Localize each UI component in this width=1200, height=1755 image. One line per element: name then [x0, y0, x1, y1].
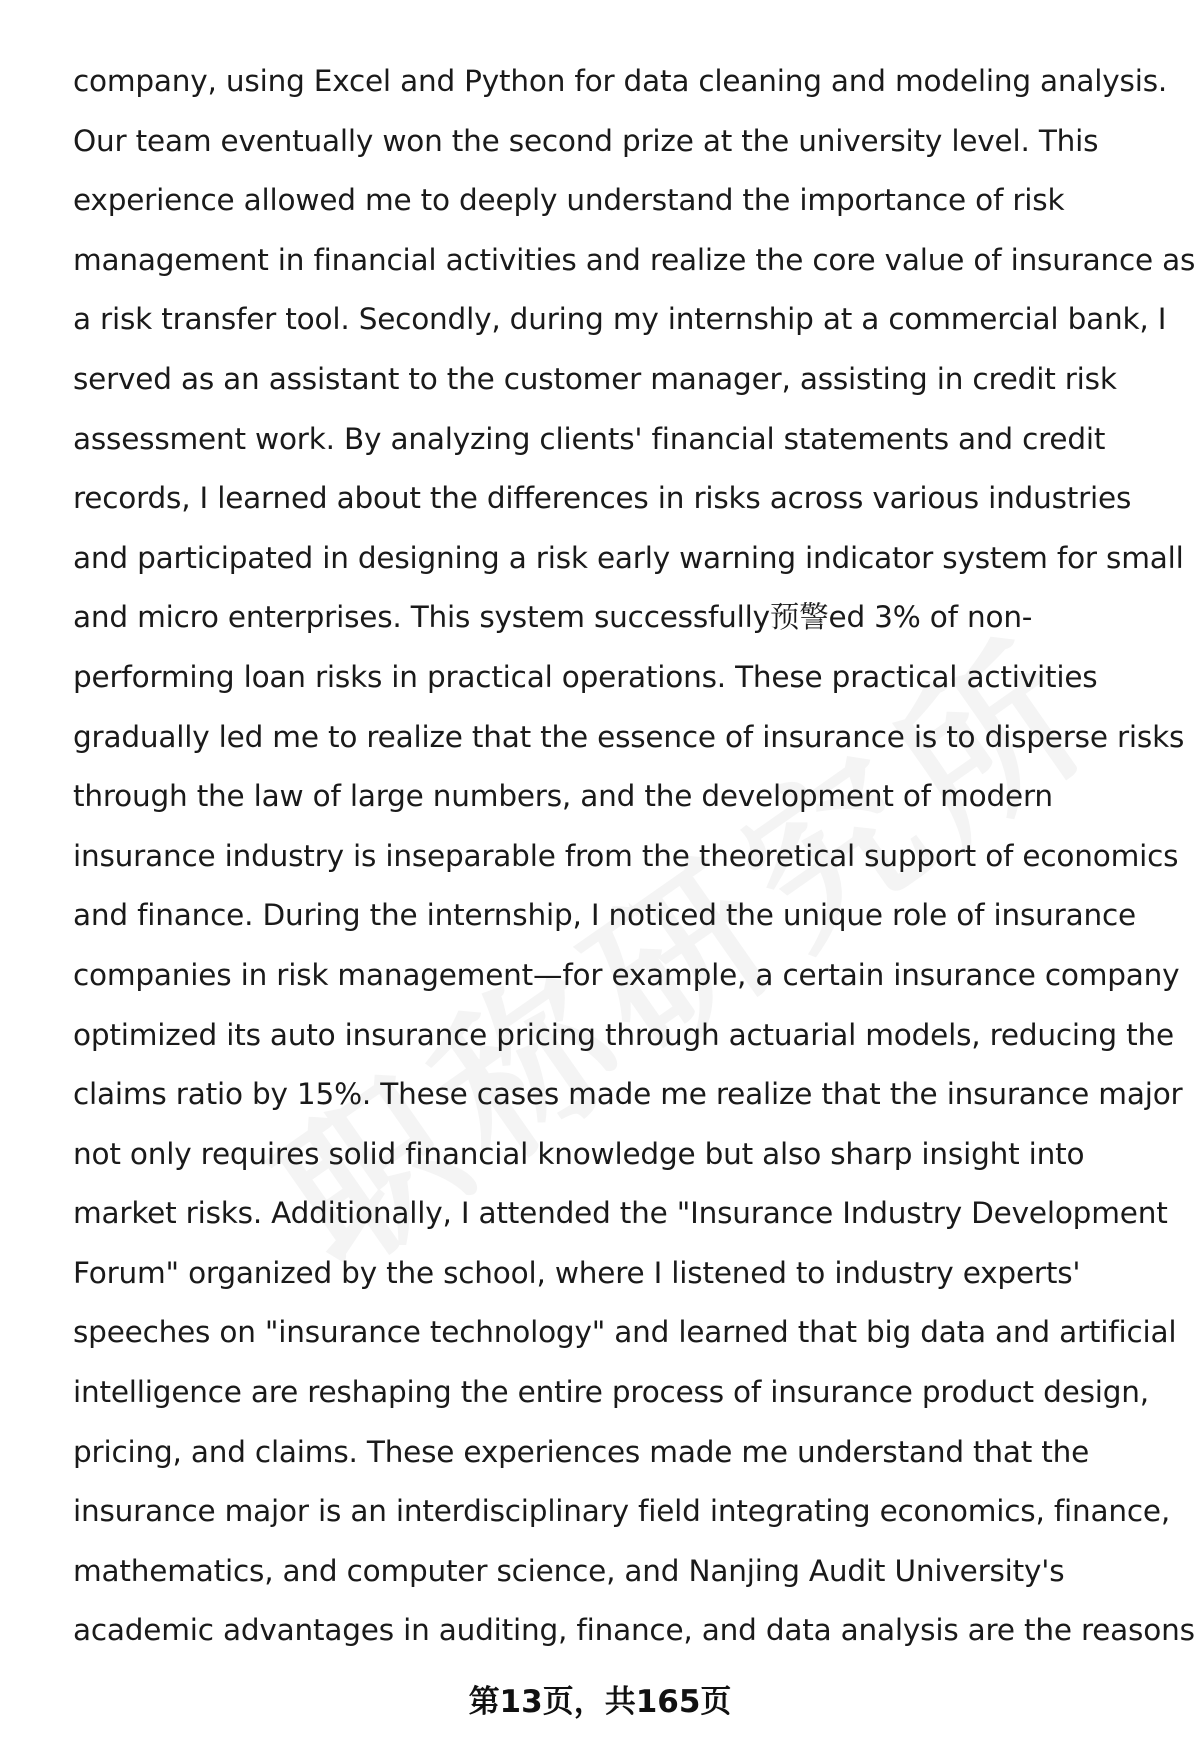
- text-line: insurance major is an interdisciplinary field integrating economics, finance,: [73, 1494, 1171, 1529]
- text-line: pricing, and claims. These experiences made me understand that the: [73, 1434, 1090, 1469]
- text-line: speeches on "insurance technology" and learned that big data and artificial: [73, 1315, 1177, 1350]
- body-text: [73, 52, 1196, 1661]
- text-line: and participated in designing a risk early warning indicator system for small: [73, 540, 1184, 575]
- text-line: optimized its auto insurance pricing through actuarial models, reducing the: [73, 1017, 1174, 1052]
- text-line: Forum" organized by the school, where I listened to industry experts': [73, 1255, 1081, 1290]
- text-line: a risk transfer tool. Secondly, during my internship at a commercial bank, I: [73, 302, 1167, 337]
- text-line: through the law of large numbers, and the development of modern: [73, 779, 1053, 814]
- text-line: management in financial activities and realize the core value of insurance as: [73, 242, 1196, 277]
- text-line: companies in risk management—for example, a certain insurance company: [73, 957, 1180, 992]
- text-line: served as an assistant to the customer manager, assisting in credit risk: [73, 361, 1117, 396]
- text-line: insurance industry is inseparable from the theoretical support of economics: [73, 838, 1179, 873]
- text-line: not only requires solid financial knowledge but also sharp insight into: [73, 1136, 1085, 1171]
- text-line: company, using Excel and Python for data cleaning and modeling analysis.: [73, 64, 1168, 98]
- text-line: assessment work. By analyzing clients' financial statements and credit: [73, 421, 1106, 456]
- text-line: intelligence are reshaping the entire process of insurance product design,: [73, 1375, 1149, 1410]
- page-number-footer: 第13页，共165页: [468, 1684, 732, 1720]
- text-line: records, I learned about the differences in risks across various industries: [73, 481, 1132, 516]
- text-line: and finance. During the internship, I noticed the unique role of insurance: [73, 898, 1136, 933]
- text-line: mathematics, and computer science, and Nanjing Audit University's: [73, 1553, 1065, 1588]
- text-line: and micro enterprises. This system successfully预警ed 3% of non-: [73, 600, 1033, 635]
- text-line: market risks. Additionally, I attended the "Insurance Industry Development: [73, 1196, 1168, 1231]
- text-line: gradually led me to realize that the essence of insurance is to disperse risks: [73, 719, 1185, 754]
- text-line: claims ratio by 15%. These cases made me realize that the insurance major: [73, 1077, 1183, 1112]
- text-line: Our team eventually won the second prize at the university level. This: [73, 123, 1099, 158]
- text-line: experience allowed me to deeply understand the importance of risk: [73, 183, 1065, 218]
- text-line: academic advantages in auditing, finance, and data analysis are the reasons: [73, 1613, 1195, 1648]
- text-line: performing loan risks in practical operations. These practical activities: [73, 659, 1098, 694]
